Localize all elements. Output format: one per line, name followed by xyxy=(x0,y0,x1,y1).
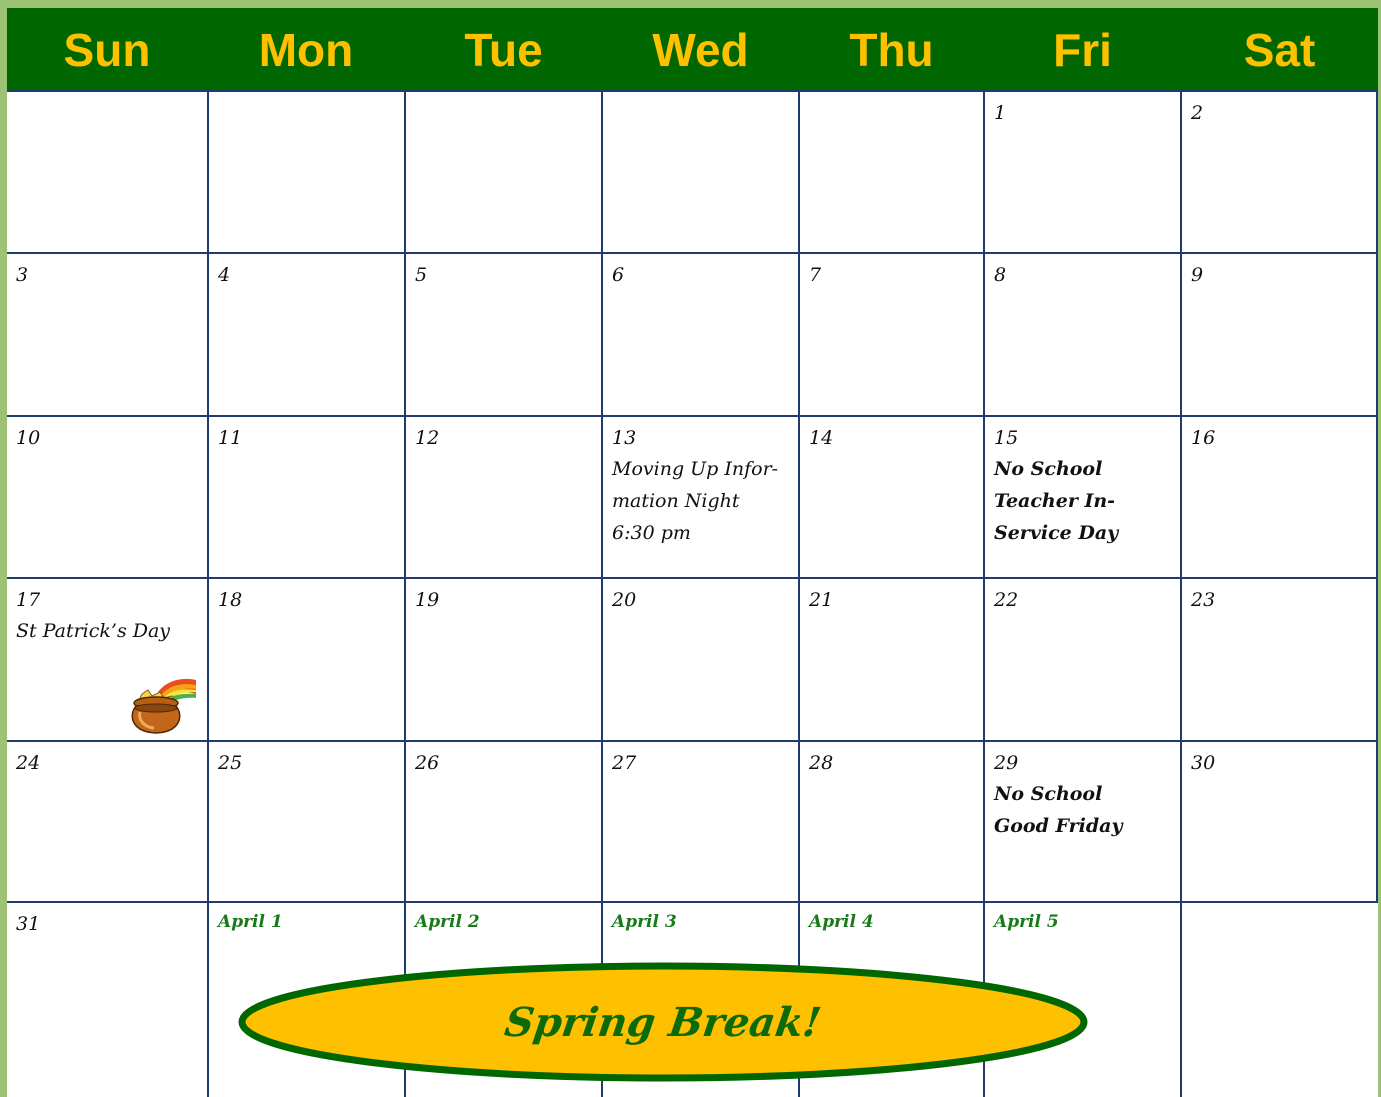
weekday-header xyxy=(7,8,1378,92)
day-number: 15 xyxy=(994,427,1019,449)
day-number: 25 xyxy=(218,752,243,774)
day-cell-empty xyxy=(800,92,985,254)
day-number: 10 xyxy=(16,427,41,449)
april-day-label: April 4 xyxy=(809,912,874,932)
weekday-thu: Thu xyxy=(849,24,934,76)
day-cell-13 xyxy=(603,417,800,579)
day-number: 9 xyxy=(1191,264,1204,286)
day-cell-3 xyxy=(7,254,209,417)
day-cell-19 xyxy=(406,579,603,742)
day-cell-empty xyxy=(1182,903,1378,1097)
day-cell-empty xyxy=(209,92,406,254)
event-line: Moving Up Infor- xyxy=(612,458,779,480)
day-cell-8 xyxy=(985,254,1182,417)
day-number: 24 xyxy=(16,752,41,774)
day-cell-15 xyxy=(985,417,1182,579)
event-line: St Patrick’s Day xyxy=(16,620,171,642)
day-cell-11 xyxy=(209,417,406,579)
day-cell-30 xyxy=(1182,742,1378,903)
day-number: 19 xyxy=(415,589,440,611)
day-number: 2 xyxy=(1191,102,1204,124)
day-cell-6 xyxy=(603,254,800,417)
day-number: 29 xyxy=(994,752,1019,774)
day-number: 30 xyxy=(1191,752,1216,774)
day-number: 18 xyxy=(218,589,243,611)
april-day-label: April 5 xyxy=(994,912,1059,932)
event-line: No School xyxy=(994,458,1103,480)
event-line: Good Friday xyxy=(994,815,1123,837)
day-number: 6 xyxy=(612,264,625,286)
day-cell-23 xyxy=(1182,579,1378,742)
event-line: 6:30 pm xyxy=(612,522,691,544)
day-number: 17 xyxy=(16,589,41,611)
day-cell-1 xyxy=(985,92,1182,254)
day-number: 11 xyxy=(218,427,243,449)
day-number: 1 xyxy=(994,102,1007,124)
weekday-tue: Tue xyxy=(464,24,543,76)
day-number: 31 xyxy=(16,913,41,935)
day-number: 8 xyxy=(994,264,1007,286)
weekday-sat: Sat xyxy=(1243,24,1316,76)
event-line: Service Day xyxy=(994,522,1119,544)
day-number: 27 xyxy=(612,752,637,774)
day-cell-16 xyxy=(1182,417,1378,579)
day-number: 28 xyxy=(809,752,834,774)
day-cell-27 xyxy=(603,742,800,903)
day-number: 7 xyxy=(809,264,822,286)
day-number: 16 xyxy=(1191,427,1216,449)
day-number: 21 xyxy=(809,589,834,611)
day-cell-empty xyxy=(7,92,209,254)
day-number: 20 xyxy=(612,589,637,611)
day-cell-29 xyxy=(985,742,1182,903)
day-cell-18 xyxy=(209,579,406,742)
day-cell-10 xyxy=(7,417,209,579)
day-number: 4 xyxy=(218,264,231,286)
day-cell-21 xyxy=(800,579,985,742)
day-cell-4 xyxy=(209,254,406,417)
day-number: 23 xyxy=(1191,589,1216,611)
day-cell-20 xyxy=(603,579,800,742)
day-number: 14 xyxy=(809,427,834,449)
day-cell-12 xyxy=(406,417,603,579)
event-line: No School xyxy=(994,783,1103,805)
april-day-label: April 2 xyxy=(415,912,480,932)
day-cell-14 xyxy=(800,417,985,579)
day-cell-empty xyxy=(406,92,603,254)
pot-of-gold-icon xyxy=(124,672,198,736)
weekday-sun: Sun xyxy=(63,24,151,76)
day-number: 5 xyxy=(415,264,428,286)
day-cell-26 xyxy=(406,742,603,903)
day-cell-31 xyxy=(7,903,209,1097)
day-cell-22 xyxy=(985,579,1182,742)
day-cell-25 xyxy=(209,742,406,903)
weekday-wed: Wed xyxy=(652,24,749,76)
day-cell-2 xyxy=(1182,92,1378,254)
day-cell-28 xyxy=(800,742,985,903)
calendar xyxy=(7,8,1378,1097)
day-cell-empty xyxy=(603,92,800,254)
day-cell-24 xyxy=(7,742,209,903)
weekday-fri: Fri xyxy=(1053,24,1112,76)
weekday-mon: Mon xyxy=(258,24,354,76)
day-number: 13 xyxy=(612,427,637,449)
day-cell-7 xyxy=(800,254,985,417)
april-day-label: April 1 xyxy=(218,912,283,932)
event-line: Teacher In- xyxy=(994,490,1116,512)
day-number: 3 xyxy=(16,264,29,286)
spring-break-text: Spring Break! xyxy=(501,998,825,1046)
day-number: 22 xyxy=(994,589,1019,611)
day-cell-9 xyxy=(1182,254,1378,417)
event-line: mation Night xyxy=(612,490,740,512)
day-number: 26 xyxy=(415,752,440,774)
april-day-label: April 3 xyxy=(612,912,677,932)
day-cell-5 xyxy=(406,254,603,417)
day-number: 12 xyxy=(415,427,440,449)
